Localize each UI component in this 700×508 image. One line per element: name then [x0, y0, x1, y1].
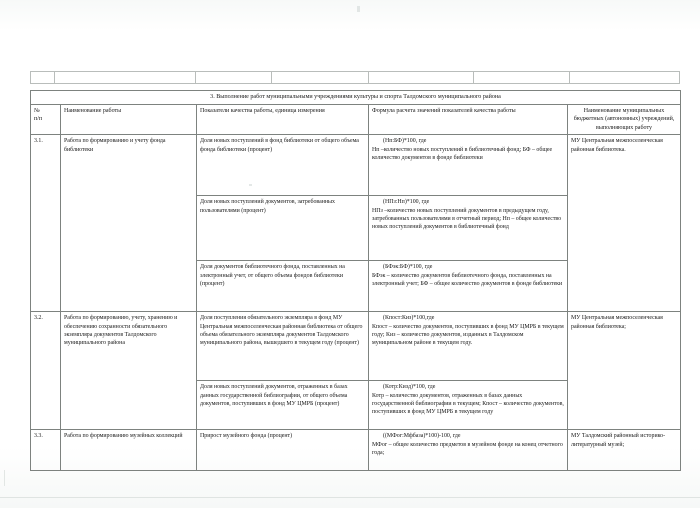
row-work-name: Работа по формированию и учету фонда библиотеки: [61, 135, 197, 312]
formula-legend: Нп –количество новых поступлений в библиотечный фонд; БФ – общее количество документов в фонде библиотеки: [372, 146, 553, 161]
row-indicator: Доля новых поступлений документов, затребованных пользователями (процент): [197, 196, 369, 261]
formula-expression: (Нп:БФ)*100, где: [383, 138, 427, 145]
formula-expression: ((МФог:Мфбаза)*100)-100, где: [383, 433, 461, 440]
row-indicator: Доля поступления обязательного экземпляра в фонд МУ Центральная межпоселенческая районная библиотека от общего объема обязательного экземпляра документов Талдомского муниципального района, вышедшего в текущем году (процент): [197, 312, 369, 381]
stub-cell-6: [474, 72, 570, 84]
row-indicator: Доля документов библиотечного фонда, поставленных на электронный учет, от общего объема фондов библиотеки (процент): [197, 261, 369, 312]
formula-legend: МФог – общее количество предметов в музейном фонде на конец отчетного года;: [372, 441, 563, 456]
page-left-edge-mark: [4, 470, 5, 486]
column-header-name: Наименование работы: [61, 104, 197, 135]
table-row: [31, 430, 681, 471]
column-header-indicator: Показатели качества работы, единица измерения: [197, 104, 369, 135]
formula-expression: (Кпост:Киз)*100,где: [383, 315, 435, 322]
row-indicator: Доля новых поступлений документов, отраженных в базах данных государственной библиографии, от общего объема документов, поступивших в фонд МУ ЦМРБ (процент): [197, 381, 369, 430]
page-bottom-edge: [0, 497, 700, 498]
work-performance-table: [30, 90, 681, 471]
stub-cell-2: [55, 72, 196, 84]
row-institution: МУ Талдомский районный историко-литературный музей;: [568, 430, 681, 471]
section-title-row: [31, 91, 681, 105]
row-number: 3.2.: [31, 312, 61, 430]
formula-expression: (БФэк:БФ)*100, где: [383, 264, 433, 271]
row-formula: [369, 430, 568, 471]
row-work-name: Работа по формированию, учету, хранению и обеспечению сохранности обязательного экземпляра документов Талдомского муниципального района: [61, 312, 197, 430]
table-row: [31, 312, 681, 381]
row-formula: [369, 312, 568, 381]
stub-cell-1: [31, 72, 55, 84]
formula-legend: БФэк – количество документов библиотечного фонда, поставленных на электронный учет; БФ – общее количество документов в фонде библиотеки: [372, 272, 563, 287]
column-header-institution: Наименование муниципальных бюджетных (автономных) учреждений, выполняющих работу: [568, 104, 681, 135]
stub-row: [31, 72, 680, 84]
row-number: 3.3.: [31, 430, 61, 471]
row-institution: МУ Центральная межпоселенческая районная библиотека.: [568, 135, 681, 312]
stub-cell-5: [369, 72, 474, 84]
row-indicator: Доля новых поступлений в фонд библиотеки от общего объема фонда библиотеки (процент): [197, 135, 369, 196]
stub-cell-7: [570, 72, 680, 84]
row-formula: [369, 381, 568, 430]
column-header-no-line1: №: [34, 107, 40, 114]
stub-cell-3: [196, 72, 272, 84]
row-number: 3.1.: [31, 135, 61, 312]
row-work-name: Работа по формированию музейных коллекций: [61, 430, 197, 471]
row-formula: [369, 261, 568, 312]
column-header-no: [31, 104, 61, 135]
stub-cell-4: [272, 72, 369, 84]
column-header-formula: Формула расчета значений показателей качества работы: [369, 104, 568, 135]
row-indicator: Прирост музейного фонда (процент): [197, 430, 369, 471]
formula-expression: (Котр:Кизд)*100, где: [383, 384, 436, 391]
row-formula: [369, 135, 568, 196]
row-formula: [369, 196, 568, 261]
row-institution: МУ Центральная межпоселенческая районная библиотека;: [568, 312, 681, 430]
formula-expression: (НПз:Нп)*100, где: [383, 199, 430, 206]
stub-row-table: [30, 71, 680, 84]
section-title: 3. Выполнение работ муниципальными учреждениями культуры и спорта Талдомского муниципального района: [31, 91, 681, 105]
formula-legend: Котр – количество документов, отраженных в базах данных государственной библиографии в текущем; Кпост – количество документов, поступивших в фонд МУ ЦМРБ в текущем году: [372, 392, 564, 416]
table-row: [31, 135, 681, 196]
column-header-no-line2: п/п: [34, 116, 43, 123]
table-header-row: [31, 104, 681, 135]
formula-legend: НПз –количество новых поступлений документов в предыдущем году, затребованных пользователями в отчетный период; Нп – общее количество новых поступлений документов в библиотечный фонд: [372, 207, 562, 231]
formula-legend: Кпост – количество документов, поступивших в фонд МУ ЦМРБ в текущем году; Киз – количество документов, изданных в Талдомском муниципальном районе в текущем году.: [372, 323, 564, 347]
